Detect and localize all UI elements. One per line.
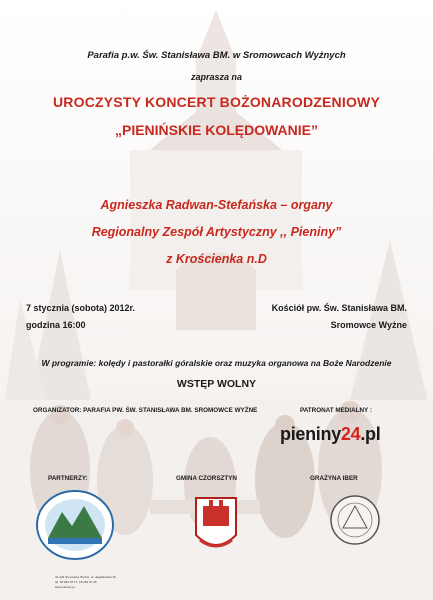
grazyna-label: GRAŻYNA IBER	[310, 475, 358, 482]
media-logo-number: 24	[340, 424, 361, 444]
media-patron-logo	[280, 424, 380, 445]
invites-line: zaprasza na	[190, 72, 243, 82]
partners-label: PARTNERZY:	[48, 475, 88, 482]
gmina-coat-of-arms	[196, 498, 236, 546]
event-date: 7 stycznia (sobota) 2012r.	[26, 303, 136, 313]
partner-logo-dunajec	[37, 491, 113, 559]
concert-title: UROCZYSTY KONCERT BOŻONARODZENIOWY	[53, 94, 380, 110]
gmina-label: GMINA CZORSZTYN	[176, 475, 237, 482]
event-time: godzina 16:00	[26, 320, 86, 330]
patronage-label: PATRONAT MEDIALNY :	[300, 407, 372, 414]
head-2	[116, 419, 134, 437]
media-logo-suffix: .pl	[360, 424, 381, 444]
organizer-label: ORGANIZATOR: PARAFIA PW. ŚW. STANISŁAWA BM. SROMOWCE WYŻNE	[33, 407, 258, 414]
performer-ensemble: Regionalny Zespół Artystyczny ,, Pieniny”	[91, 225, 342, 239]
footer-address: 34-443 Sromowce Wyżne, ul. Jagiellońska 16	[55, 575, 116, 579]
grazyna-seal	[331, 496, 379, 544]
footer-phone: tel. 18 262 97 17, 18 262 97 36	[55, 580, 97, 584]
media-logo-name: pieniny	[280, 424, 341, 444]
free-entry: WSTĘP WOLNY	[176, 378, 257, 390]
performer-organist: Agnieszka Radwan-Stefańska – organy	[100, 198, 333, 212]
parish-line: Parafia p.w. Św. Stanisława BM. w Sromowcach Wyżnych	[87, 50, 346, 61]
performer-origin: z Krościenka n.D	[166, 252, 267, 266]
program-line: W programie: kolędy i pastorałki góralskie oraz muzyka organowa na Boże Narodzenie	[41, 358, 392, 368]
concert-subtitle: „PIENIŃSKIE KOLĘDOWANIE”	[114, 122, 319, 138]
venue-place: Sromowce Wyżne	[330, 320, 407, 330]
footer-web: www.pieniny.pl	[55, 585, 75, 589]
venue-church: Kościół pw. Św. Stanisława BM.	[271, 303, 407, 313]
